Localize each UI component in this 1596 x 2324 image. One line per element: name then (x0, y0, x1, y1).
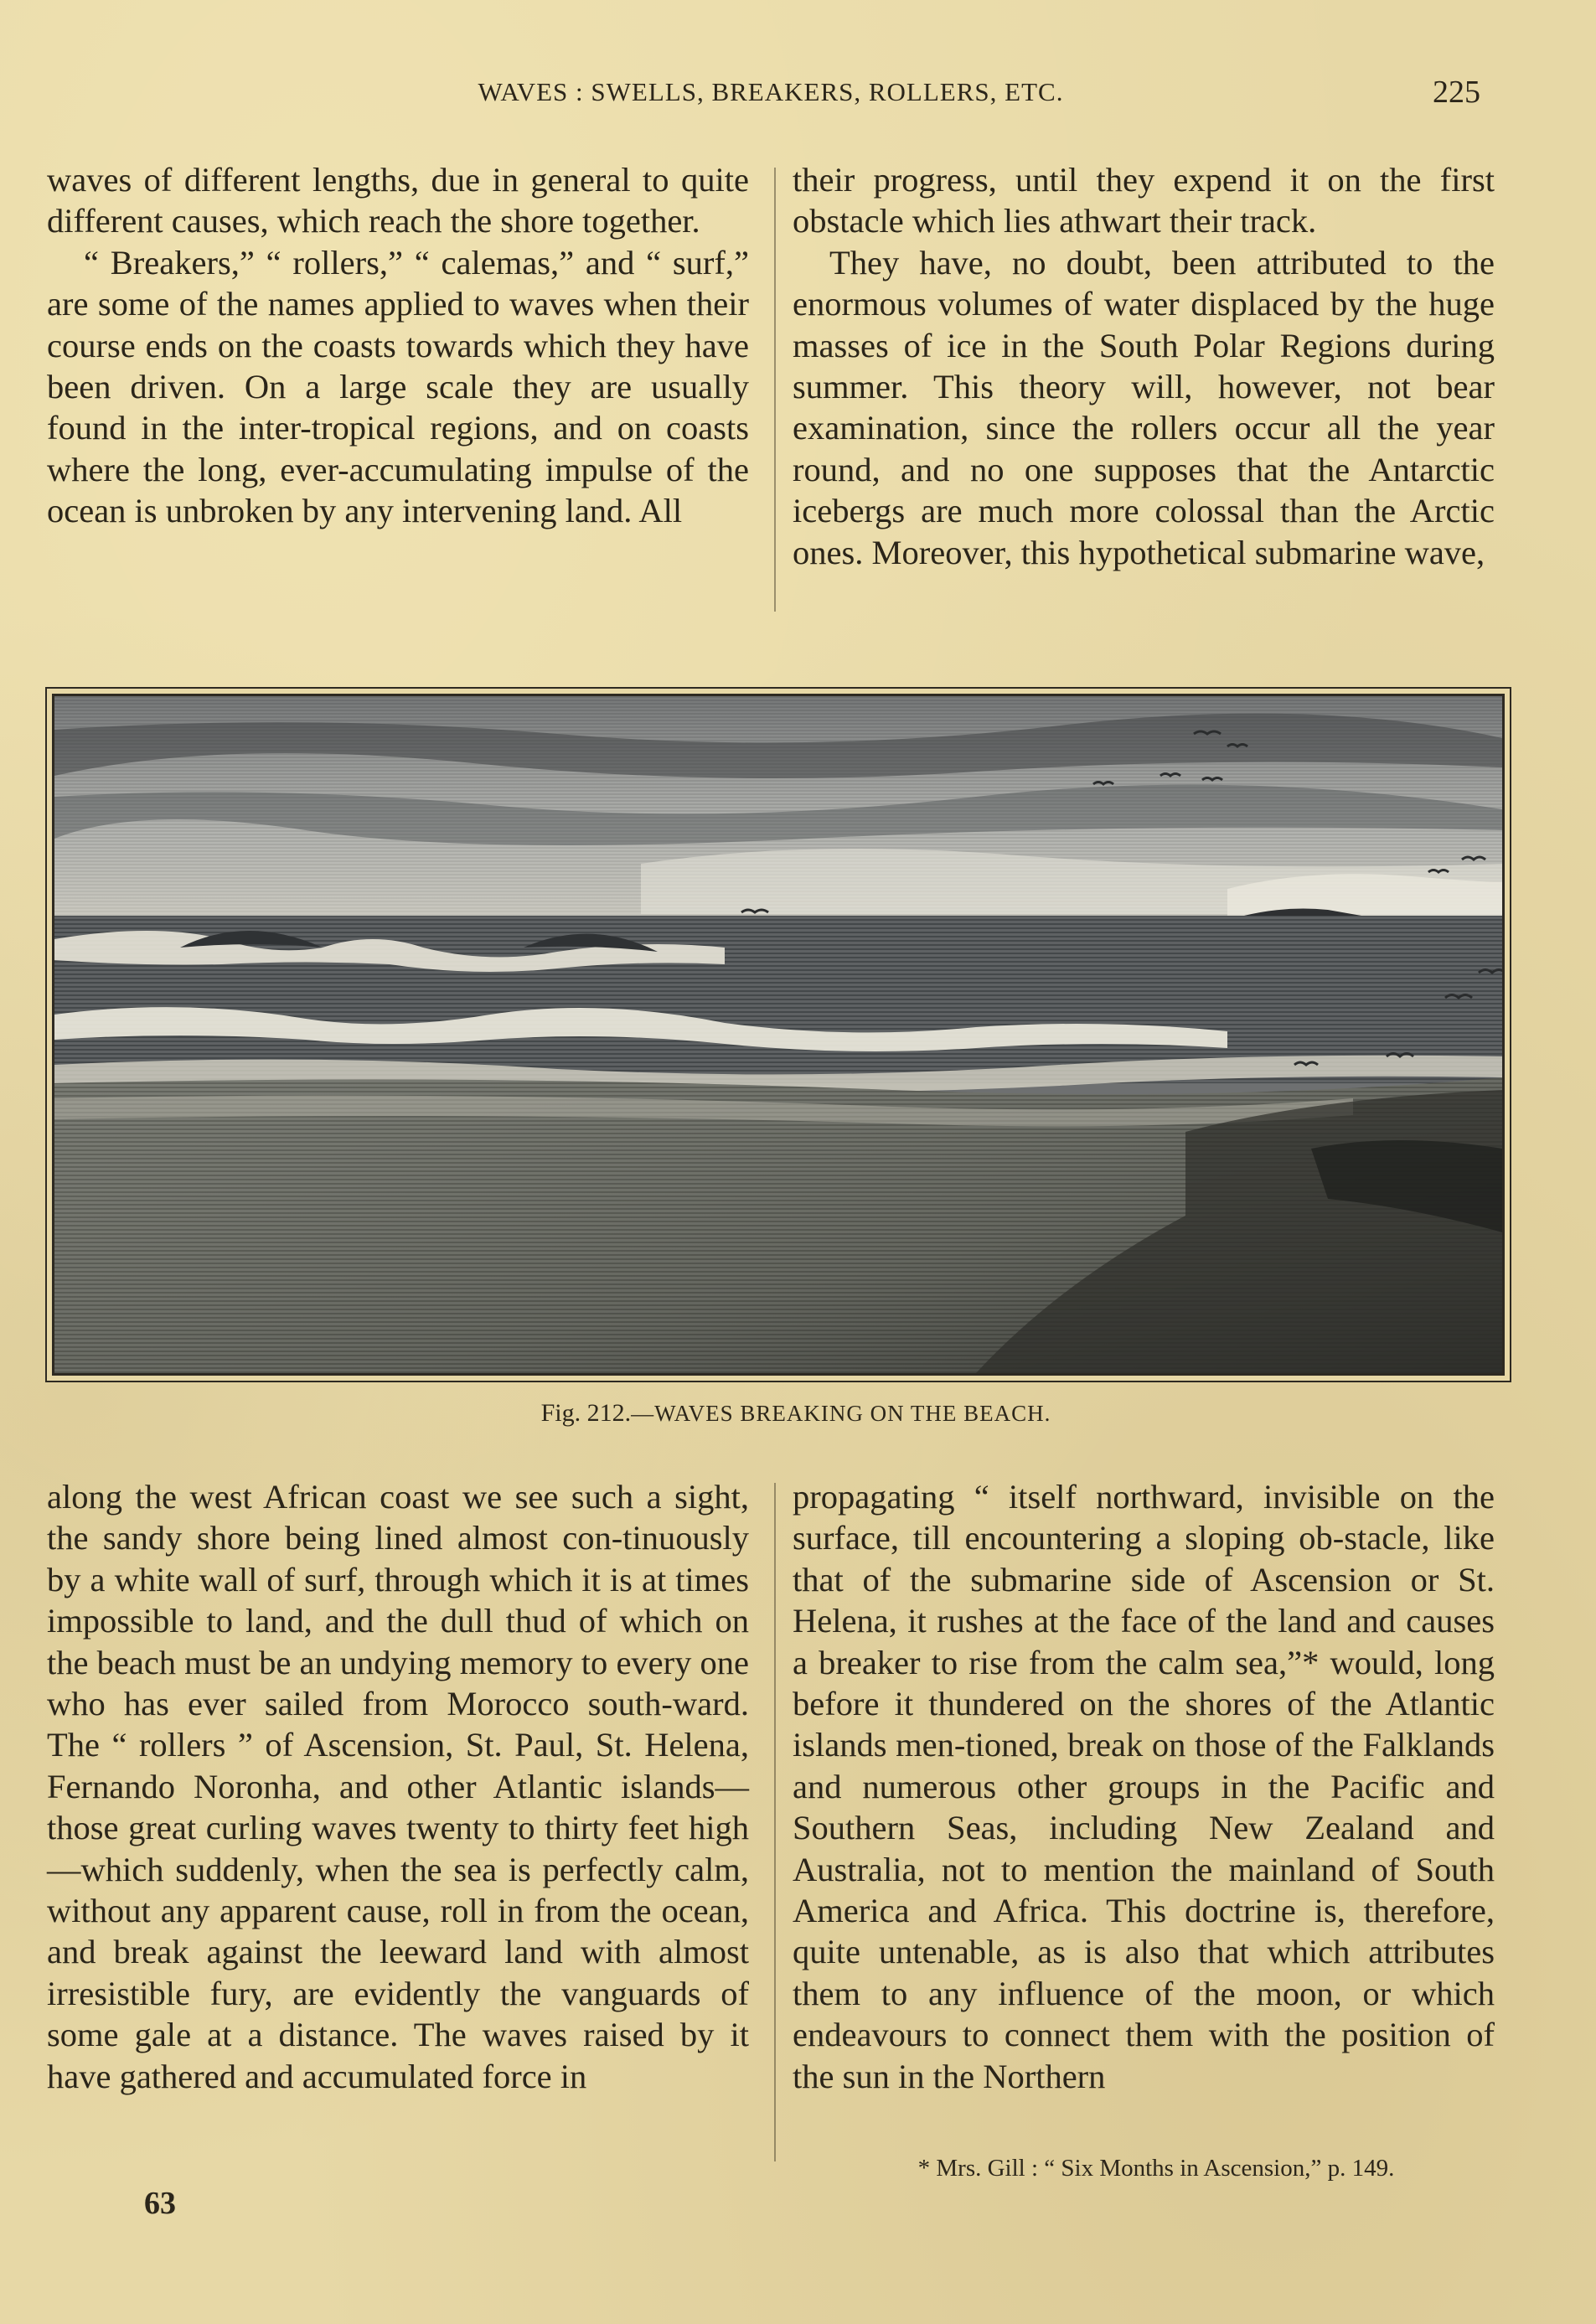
paragraph: propagating “ itself northward, invisible on the surface, till encountering a sloping ob-stacle, like that of the submarine side of Ascension or St. Helena, it rushes at the face of the land and causes a breaker to rise from the calm sea,”* would, long before it thundered on the shores of the Atlantic islands men-tioned, break on those of the Falklands and numerous other groups in the Pacific and Southern Seas, including New Zealand and Australia, not to mention the mainland of South America and Africa. This doctrine is, therefore, quite untenable, as is also that which attributes them to any influence of the moon, or which endeavours to connect them with the position of the sun in the Northern (793, 1478, 1495, 2095)
paragraph: They have, no doubt, been attributed to the enormous volumes of water displaced by the huge masses of ice in the South Polar Regions during summer. This theory will, however, not bear examination, since the rollers occur all the year round, and no one supposes that the Antarctic icebergs are much more colossal than the Arctic ones. Moreover, this hypothetical submarine wave, (793, 243, 1495, 571)
column-rule (774, 1483, 776, 2161)
figure-label: Fig. 212. (540, 1399, 632, 1427)
top-right-column (793, 159, 1495, 573)
paragraph: their progress, until they expend it on the first obstacle which lies athwart their track. (793, 161, 1495, 240)
page-number: 225 (1433, 75, 1480, 110)
paragraph: “ Breakers,” “ rollers,” “ calemas,” and “ surf,” are some of the names applied to waves when their course ends on the coasts towards which they have been driven. On a large scale they are usually found in the inter-tropical regions, and on coasts where the long, ever-accumulating impulse of the ocean is unbroken by any intervening land. All (47, 243, 749, 530)
running-head: WAVES : SWELLS, BREAKERS, ROLLERS, ETC. (478, 77, 1064, 106)
column-rule (774, 168, 776, 612)
signature-mark: 63 (144, 2186, 176, 2221)
engraving-waves-on-beach (52, 694, 1505, 1376)
figure-caption (335, 1399, 1257, 1428)
figure-title: —WAVES BREAKING ON THE BEACH. (631, 1401, 1051, 1426)
top-left-column (47, 159, 749, 532)
footnote: * Mrs. Gill : “ Six Months in Ascension,” p. 149. (917, 2155, 1395, 2182)
bottom-right-column (793, 1476, 1495, 2097)
paragraph: along the west African coast we see such a sight, the sandy shore being lined almost con-tinuously by a white wall of surf, through which it is at times impossible to land, and the dull thud of which on the beach must be an undying memory to every one who has ever sailed from Morocco south-ward. The “ rollers ” of Ascension, St. Paul, St. Helena, Fernando Noronha, and other Atlantic islands—those great curling waves twenty to thirty feet high—which suddenly, when the sea is perfectly calm, without any apparent cause, roll in from the ocean, and break against the leeward land with almost irresistible fury, are evidently the vanguards of some gale at a distance. The waves raised by it have gathered and accumulated force in (47, 1478, 749, 2095)
bottom-left-column (47, 1476, 749, 2097)
paragraph: waves of different lengths, due in general to quite different causes, which reach the shore together. (47, 161, 749, 240)
